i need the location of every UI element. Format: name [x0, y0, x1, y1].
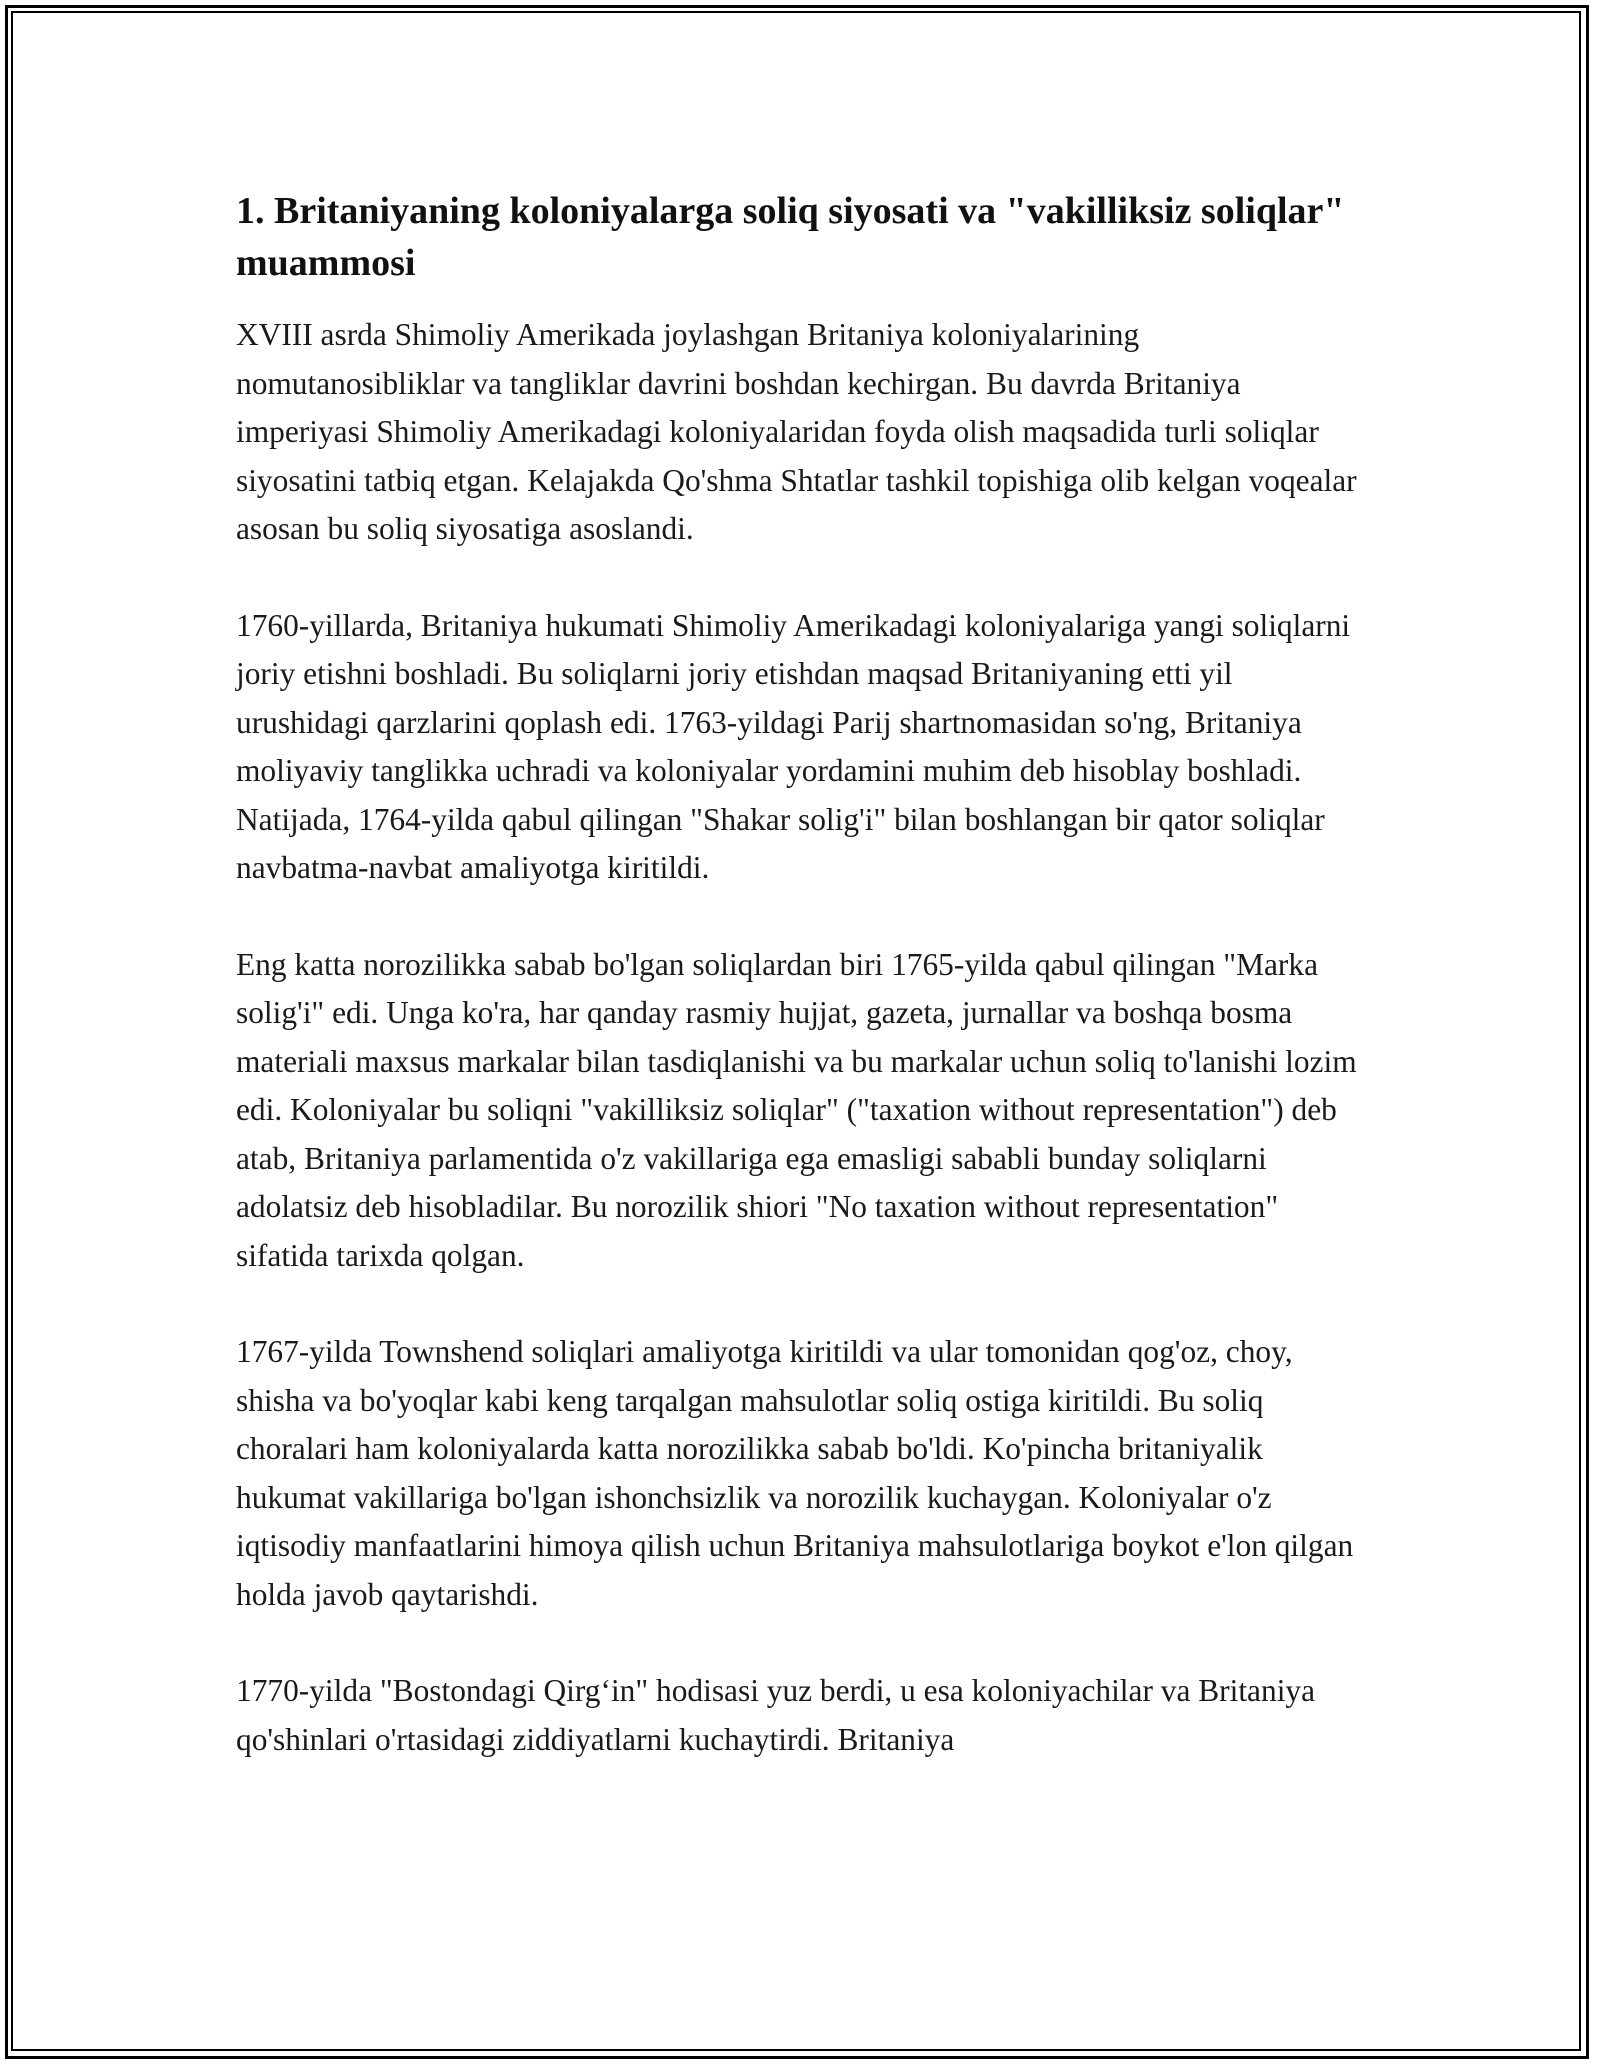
paragraph-5: 1770-yilda "Bostondagi Qirg‘in" hodisasi yuz berdi, u esa koloniyachilar va Britaniya qo'shinlari o'rtasidagi ziddiyatlarni kuchaytirdi. Britaniya: [236, 1673, 1316, 1757]
paragraph-2: 1760-yillarda, Britaniya hukumati Shimoliy Amerikadagi koloniyalariga yangi soliqlarni joriy etishni boshladi. Bu soliqlarni joriy etishdan maqsad Britaniyaning etti yil urushidagi qarzlarini qoplash edi. 1763-yildagi Parij shartnomasidan so'ng, Britaniya moliyaviy tanglikka uchradi va koloniyalar yordamini muhim deb hisoblay boshladi. Natijada, 1764-yilda qabul qilingan "Shakar solig'i" bilan boshlangan bir qator soliqlar navbatma-navbat amaliyotga kiritildi.: [236, 607, 1351, 885]
document-body: [236, 185, 1366, 1812]
section-title: 1. Britaniyaning koloniyalarga soliq siyosati va "vakilliksiz soliqlar" muammosi: [236, 190, 1345, 284]
paragraph-4: 1767-yilda Townshend soliqlari amaliyotga kiritildi va ular tomonidan qog'oz, choy, shisha va bo'yoqlar kabi keng tarqalgan mahsulotlar soliq ostiga kiritildi. Bu soliq choralari ham koloniyalarda katta norozilikka sabab bo'ldi. Ko'pincha britaniyalik hukumat vakillariga bo'lgan ishonchsizlik va norozilik kuchaygan. Koloniyalar o'z iqtisodiy manfaatlarini himoya qilish uchun Britaniya mahsulotlariga boykot e'lon qilgan holda javob qaytarishdi.: [236, 1334, 1354, 1612]
paragraph-1: XVIII asrda Shimoliy Amerikada joylashgan Britaniya koloniyalarining nomutanosibliklar va tangliklar davrini boshdan kechirgan. Bu davrda Britaniya imperiyasi Shimoliy Amerikadagi koloniyalaridan foyda olish maqsadida turli soliqlar siyosatini tatbiq etgan. Kelajakda Qo'shma Shtatlar tashkil topishiga olib kelgan voqealar asosan bu soliq siyosatiga asoslandi.: [236, 317, 1357, 546]
paragraph-3: Eng katta norozilikka sabab bo'lgan soliqlardan biri 1765-yilda qabul qilingan "Marka solig'i" edi. Unga ko'ra, har qanday rasmiy hujjat, gazeta, jurnallar va boshqa bosma materiali maxsus markalar bilan tasdiqlanishi va bu markalar uchun soliq to'lanishi lozim edi. Koloniyalar bu soliqni "vakilliksiz soliqlar" ("taxation without representation") deb atab, Britaniya parlamentida o'z vakillariga ega emasligi sababli bunday soliqlarni adolatsiz deb hisobladilar. Bu norozilik shiori "No taxation without representation" sifatida tarixda qolgan.: [236, 946, 1357, 1273]
